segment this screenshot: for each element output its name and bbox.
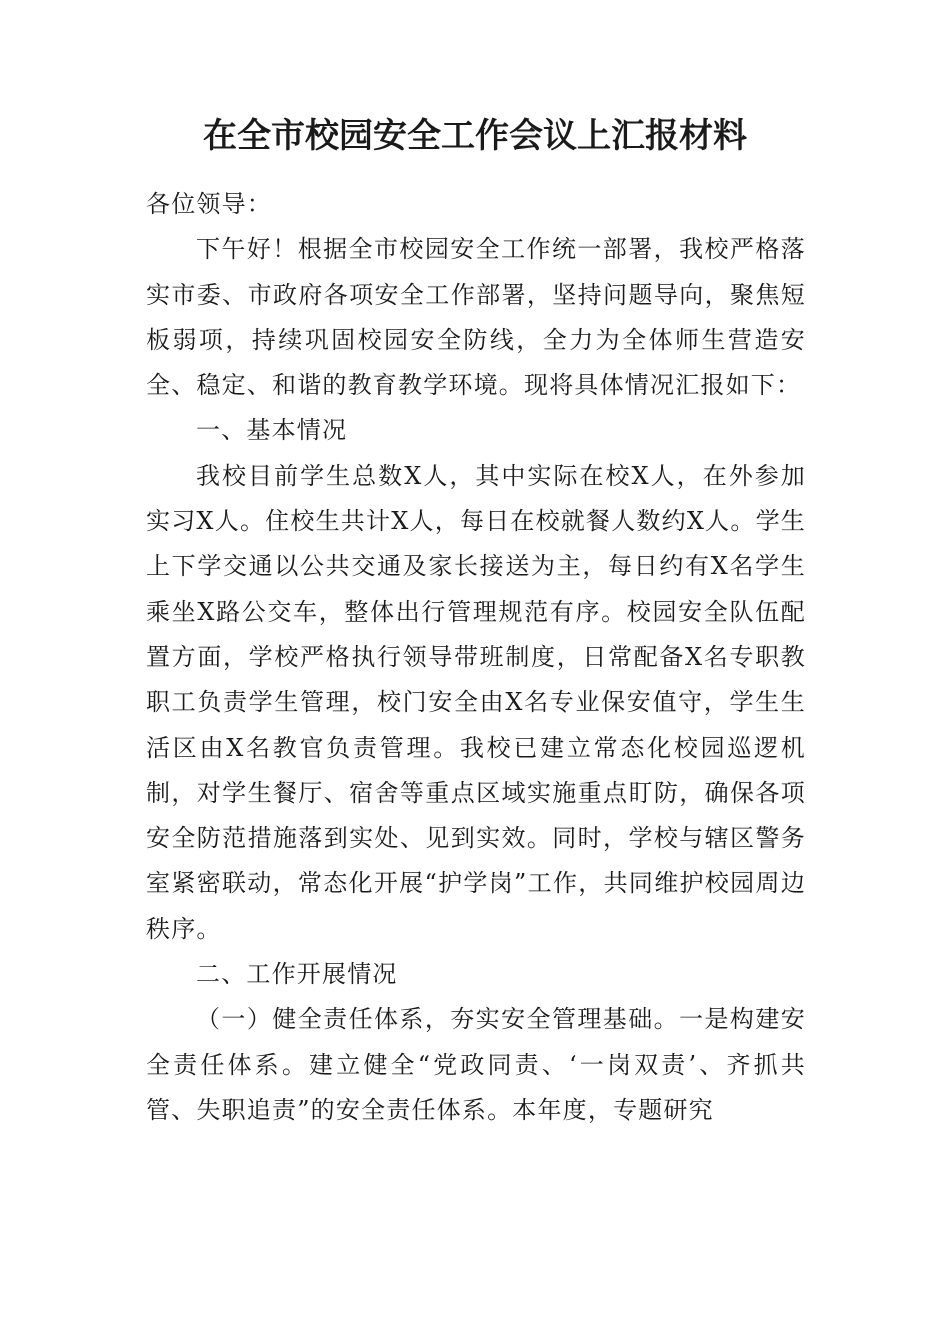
salutation: 各位领导： [146, 190, 272, 218]
section-heading-basic: 一、基本情况 [196, 416, 348, 445]
basic-situation-paragraph: 我校目前学生总数X人，其中实际在校X人，在外参加实习X人。住校生共计X人，每日在校就餐人数约X人。学生上下学交通以公共交通及家长接送为主，每日约有X名学生乘坐X路公交车，整体出行管理规范有序。校园安全队伍配置方面，学校严格执行领导带班制度，日常配备X名专职教职工负责学生管理，校门安全由X名专业保安值守，学生生活区由X名教官负责管理。我校已建立常态化校园巡逻机制，对学生餐厅、宿舍等重点区域实施重点盯防，确保各项安全防范措施落到实处、见到实效。同时，学校与辖区警务室紧密联动，常态化开展“护学岗”工作，共同维护校园周边秩序。 [146, 461, 806, 943]
section-heading-work: 二、工作开展情况 [196, 960, 398, 989]
document-title: 在全市校园安全工作会议上汇报材料 [203, 116, 747, 156]
work-situation-paragraph: （一）健全责任体系，夯实安全管理基础。一是构建安全责任体系。建立健全“党政同责、‘一岗双责’、齐抓共管、失职追责”的安全责任体系。本年度，专题研究 [146, 1005, 806, 1124]
document-body [146, 182, 806, 1133]
intro-paragraph: 下午好！根据全市校园安全工作统一部署，我校严格落实市委、市政府各项安全工作部署，坚持问题导向，聚焦短板弱项，持续巩固校园安全防线，全力为全体师生营造安全、稳定、和谐的教育教学环境。现将具体情况汇报如下： [146, 235, 806, 400]
